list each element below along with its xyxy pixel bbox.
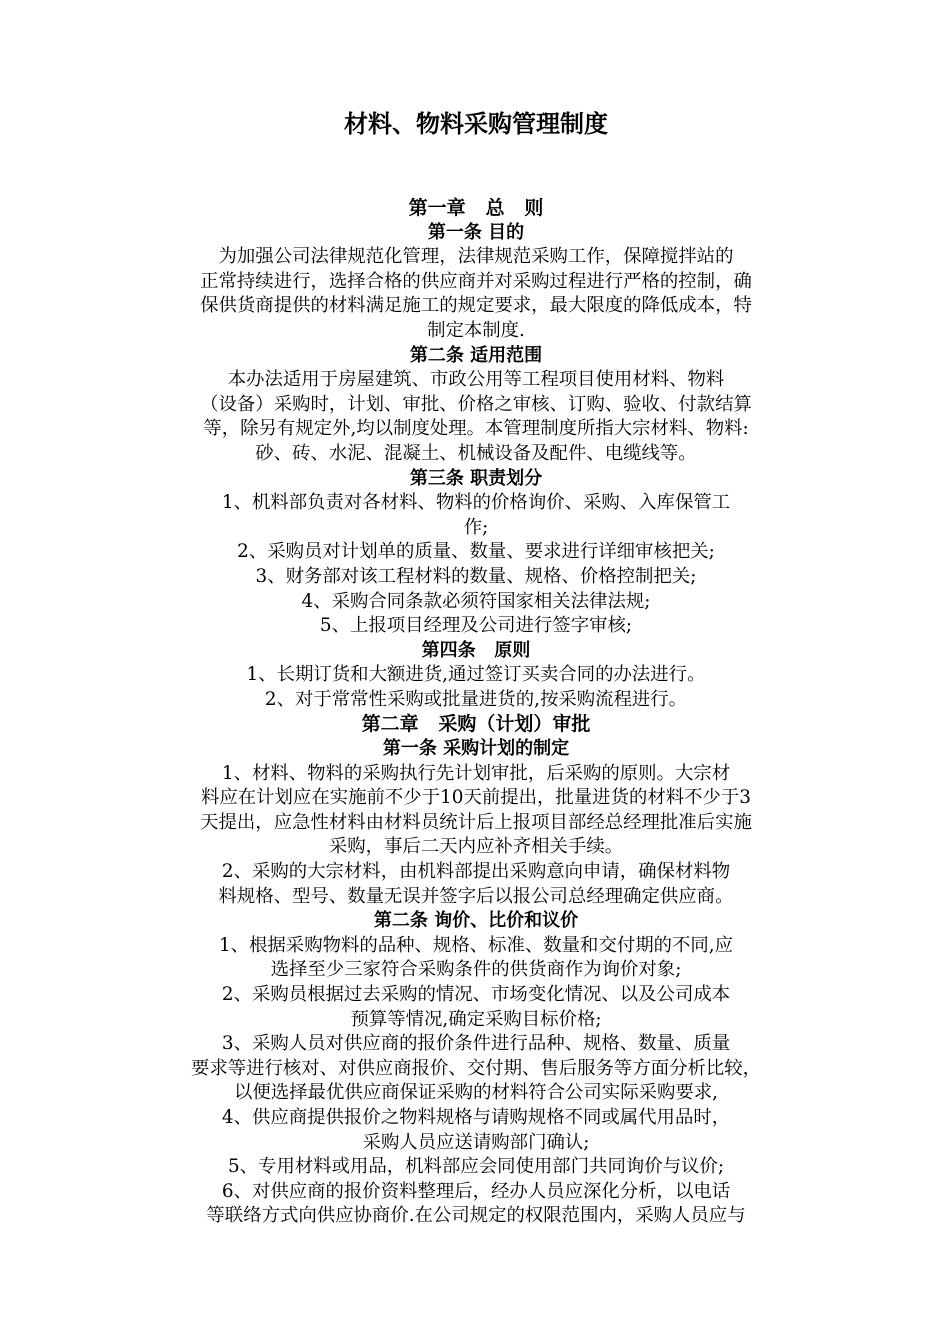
paragraph-line: 6、对供应商的报价资料整理后，经办人员应深化分析，以电话: [221, 1180, 731, 1202]
paragraph-line: 料规格、型号、数量无误并签字后以报公司总经理确定供应商。: [218, 885, 734, 907]
paragraph-line: 等，除另有规定外,均以制度处理。本管理制度所指大宗材料、物料:: [203, 418, 749, 440]
chapter-heading: 第二章 采购（计划）审批: [361, 713, 591, 736]
paragraph-line: 2、采购员根据过去采购的情况、市场变化情况、以及公司成本: [221, 984, 731, 1005]
paragraph-line: 天提出，应急性材料由材料员统计后上报项目部经总经理批准后实施: [200, 811, 752, 833]
paragraph-line: （设备）采购时，计划、审批、价格之审核、订购、验收、付款结算: [200, 393, 752, 415]
paragraph-line: 3、财务部对该工程材料的数量、规格、价格控制把关;: [255, 565, 697, 587]
paragraph-line: 作;: [463, 516, 489, 538]
paragraph-line: 等联络方式向供应协商价.在公司规定的权限范围内，采购人员应与: [206, 1205, 746, 1227]
paragraph-line: 料应在计划应在实施前不少于10天前提出，批量进货的材料不少于3: [200, 787, 752, 809]
chapter-heading: 第一章 总 则: [408, 197, 544, 219]
paragraph-line: 采购，事后二天内应补齐相关手续。: [328, 836, 624, 858]
paragraph-line: 1、长期订货和大额进货,通过签订买卖合同的办法进行。: [246, 664, 706, 686]
paragraph-line: 2、采购的大宗材料，由机料部提出采购意向申请，确保材料物: [221, 861, 731, 883]
paragraph-line: 3、采购人员对供应商的报价条件进行品种、规格、数量、质量: [221, 1033, 731, 1055]
paragraph-line: 为加强公司法律规范化管理，法律规范采购工作，保障搅拌站的: [218, 246, 734, 268]
article-heading: 第二条 适用范围: [409, 344, 543, 366]
document-body: [138, 196, 814, 1229]
paragraph-line: 要求等进行核对、对供应商报价、交付期、售后服务等方面分析比较，: [190, 1057, 762, 1079]
article-heading: 第一条 目的: [427, 221, 525, 243]
paragraph-line: 正常持续进行，选择合格的供应商并对采购过程进行严格的控制，确: [200, 270, 752, 292]
paragraph-line: 保供货商提供的材料满足施工的规定要求，最大限度的降低成本，特: [200, 295, 752, 317]
paragraph-line: 采购人员应送请购部门确认;: [362, 1131, 590, 1153]
paragraph-line: 以便选择最优供应商保证采购的材料符合公司实际采购要求,: [233, 1082, 718, 1104]
paragraph-line: 5、专用材料或用品，机料部应会同使用部门共同询价与议价;: [227, 1156, 725, 1178]
paragraph-line: 4、供应商提供报价之物料规格与请购规格不同或属代用品时，: [221, 1106, 731, 1128]
article-heading: 第一条 采购计划的制定: [382, 738, 570, 760]
article-heading: 第四条 原则: [421, 639, 531, 661]
article-heading: 第二条 询价、比价和议价: [373, 910, 579, 932]
document-title: 材料、物料采购管理制度: [344, 110, 608, 138]
paragraph-line: 选择至少三家符合采购条件的供货商作为询价对象;: [270, 959, 682, 981]
paragraph-line: 2、对于常常性采购或批量进货的,按采购流程进行。: [264, 688, 688, 710]
paragraph-line: 预算等情况,确定采购目标价格;: [350, 1008, 602, 1030]
paragraph-line: 5、上报项目经理及公司进行签字审核;: [319, 615, 633, 637]
paragraph-line: 本办法适用于房屋建筑、市政公用等工程项目使用材料、物料: [227, 369, 725, 391]
paragraph-line: 1、根据采购物料的品种、规格、标准、数量和交付期的不同,应: [218, 934, 734, 956]
paragraph-line: 砂、砖、水泥、混凝土、机械设备及配件、电缆线等。: [255, 442, 697, 464]
paragraph-line: 制定本制度.: [427, 319, 525, 341]
paragraph-line: 2、采购员对计划单的质量、数量、要求进行详细审核把关;: [237, 541, 715, 563]
paragraph-line: 4、采购合同条款必须符国家相关法律法规;: [301, 590, 651, 612]
paragraph-line: 1、机料部负责对各材料、物料的价格询价、采购、入库保管工: [221, 492, 731, 514]
paragraph-line: 1、材料、物料的采购执行先计划审批，后采购的原则。大宗材: [221, 762, 731, 784]
article-heading: 第三条 职责划分: [409, 467, 543, 489]
